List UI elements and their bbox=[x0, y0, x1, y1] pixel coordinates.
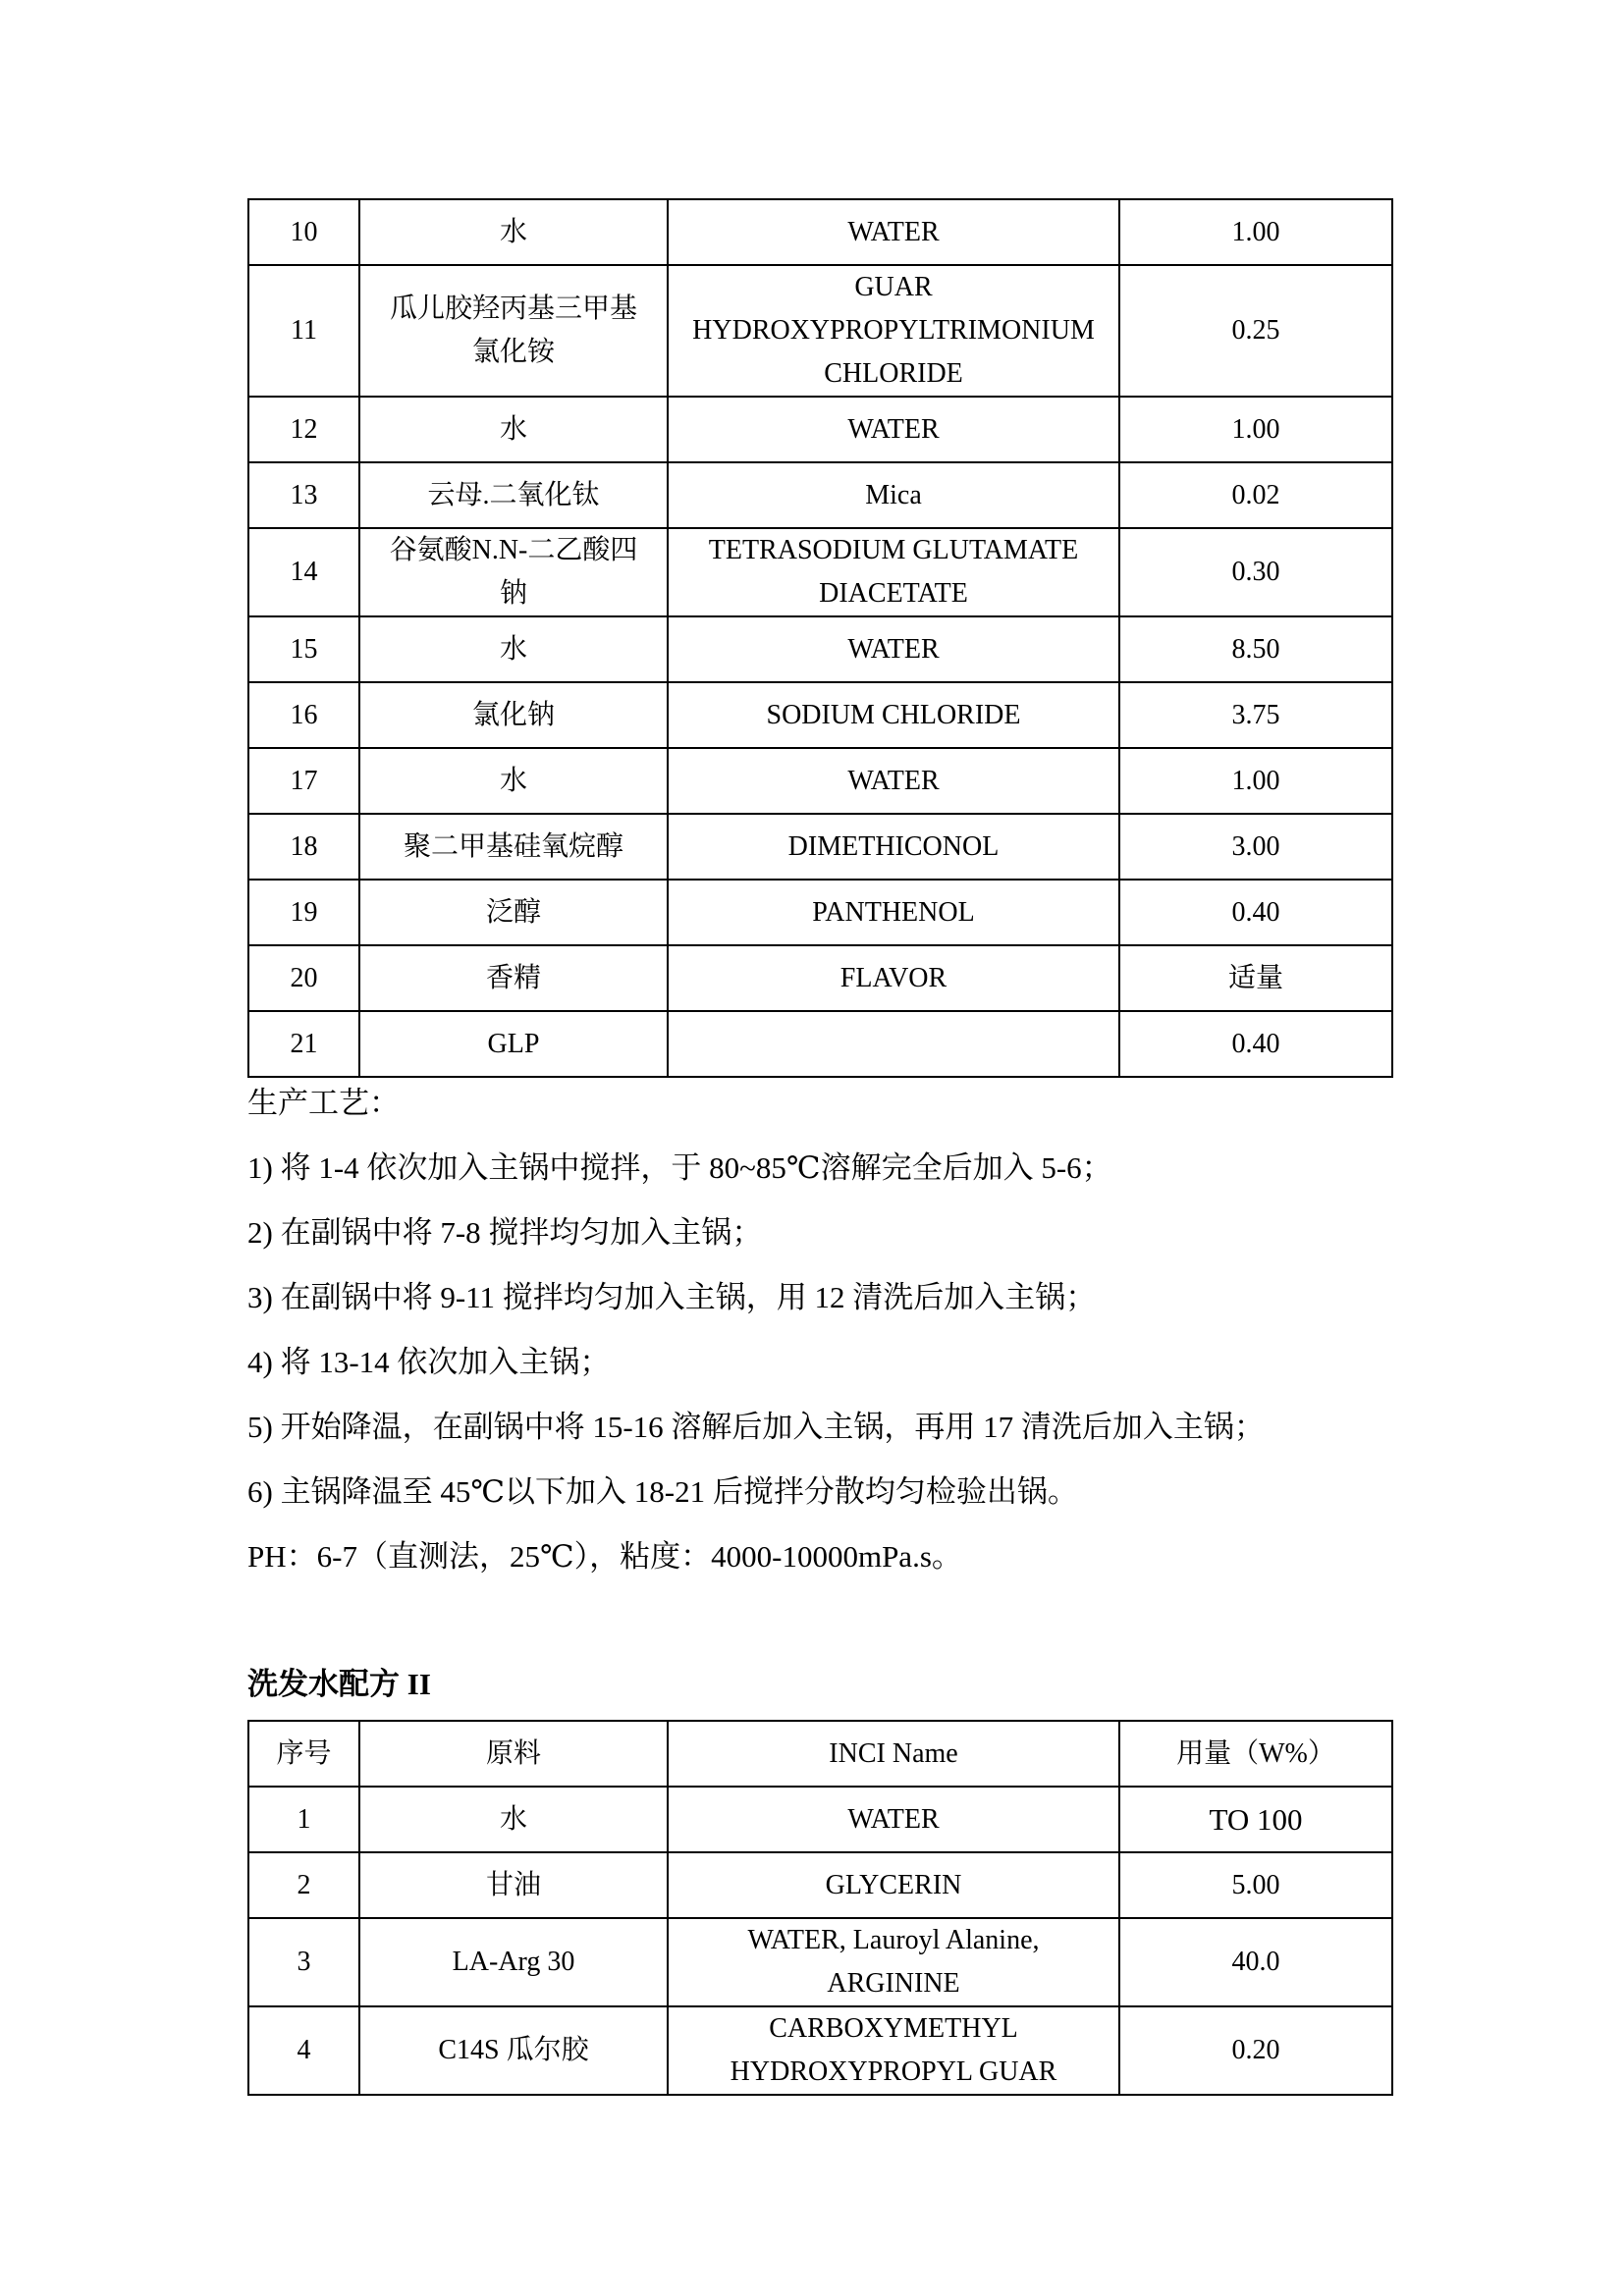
inci-name: WATER, Lauroyl Alanine, ARGININE bbox=[668, 1918, 1119, 2006]
inci-name: WATER bbox=[668, 616, 1119, 682]
ingredient-name: 氯化钠 bbox=[359, 682, 668, 748]
inci-name: Mica bbox=[668, 462, 1119, 528]
ingredient-name: 甘油 bbox=[359, 1852, 668, 1918]
table-row bbox=[248, 616, 1392, 682]
row-number: 16 bbox=[248, 682, 359, 748]
table-row bbox=[248, 748, 1392, 814]
process-step: 4) 将 13-14 依次加入主锅； bbox=[247, 1345, 611, 1379]
row-number: 11 bbox=[248, 265, 359, 397]
table-row bbox=[248, 1011, 1392, 1077]
inci-name: GUAR HYDROXYPROPYLTRIMONIUM CHLORIDE bbox=[668, 265, 1119, 397]
ingredient-name: 聚二甲基硅氧烷醇 bbox=[359, 814, 668, 880]
row-number: 3 bbox=[248, 1918, 359, 2006]
ingredient-name: 瓜儿胶羟丙基三甲基氯化铵 bbox=[359, 265, 668, 397]
row-number: 13 bbox=[248, 462, 359, 528]
inci-name: CARBOXYMETHYL HYDROXYPROPYL GUAR bbox=[668, 2006, 1119, 2095]
inci-name: WATER bbox=[668, 397, 1119, 462]
row-number: 1 bbox=[248, 1787, 359, 1852]
table-row bbox=[248, 880, 1392, 945]
row-number: 19 bbox=[248, 880, 359, 945]
process-step: 6) 主锅降温至 45℃以下加入 18-21 后搅拌分散均匀检验出锅。 bbox=[247, 1474, 1078, 1509]
amount: 0.40 bbox=[1119, 880, 1392, 945]
amount: 1.00 bbox=[1119, 748, 1392, 814]
inci-name bbox=[668, 1011, 1119, 1077]
header-inci: INCI Name bbox=[668, 1721, 1119, 1787]
row-number: 21 bbox=[248, 1011, 359, 1077]
inci-name: WATER bbox=[668, 748, 1119, 814]
ingredient-name: 水 bbox=[359, 616, 668, 682]
amount: 3.75 bbox=[1119, 682, 1392, 748]
row-number: 4 bbox=[248, 2006, 359, 2095]
table-row bbox=[248, 1787, 1392, 1852]
row-number: 12 bbox=[248, 397, 359, 462]
amount: 40.0 bbox=[1119, 1918, 1392, 2006]
ingredient-name: GLP bbox=[359, 1011, 668, 1077]
amount: 0.20 bbox=[1119, 2006, 1392, 2095]
header-number: 序号 bbox=[248, 1721, 359, 1787]
section-title: 洗发水配方 II bbox=[247, 1667, 431, 1701]
formula-table-ii bbox=[247, 1720, 1393, 2096]
formula-table-continued bbox=[247, 198, 1393, 1078]
amount: 0.25 bbox=[1119, 265, 1392, 397]
ingredient-name: 水 bbox=[359, 199, 668, 265]
amount: 0.30 bbox=[1119, 528, 1392, 616]
inci-name: SODIUM CHLORIDE bbox=[668, 682, 1119, 748]
row-number: 18 bbox=[248, 814, 359, 880]
ingredient-name: 香精 bbox=[359, 945, 668, 1011]
row-number: 20 bbox=[248, 945, 359, 1011]
table-row bbox=[248, 1918, 1392, 2006]
process-step: 1) 将 1-4 依次加入主锅中搅拌，于 80~85℃溶解完全后加入 5-6； bbox=[247, 1150, 1112, 1185]
ingredient-name: 水 bbox=[359, 1787, 668, 1852]
ingredient-name: 水 bbox=[359, 397, 668, 462]
table-row bbox=[248, 814, 1392, 880]
ingredient-name: 水 bbox=[359, 748, 668, 814]
amount: 1.00 bbox=[1119, 397, 1392, 462]
ingredient-name: 泛醇 bbox=[359, 880, 668, 945]
table-row bbox=[248, 945, 1392, 1011]
process-step: 5) 开始降温，在副锅中将 15-16 溶解后加入主锅，再用 17 清洗后加入主锅； bbox=[247, 1410, 1265, 1444]
inci-name: TETRASODIUM GLUTAMATE DIACETATE bbox=[668, 528, 1119, 616]
inci-name: WATER bbox=[668, 1787, 1119, 1852]
row-number: 15 bbox=[248, 616, 359, 682]
table-row bbox=[248, 528, 1392, 616]
table-row bbox=[248, 265, 1392, 397]
process-heading: 生产工艺： bbox=[247, 1086, 400, 1120]
table-row bbox=[248, 1852, 1392, 1918]
amount: TO 100 bbox=[1119, 1787, 1392, 1852]
amount: 5.00 bbox=[1119, 1852, 1392, 1918]
inci-name: FLAVOR bbox=[668, 945, 1119, 1011]
amount: 0.40 bbox=[1119, 1011, 1392, 1077]
amount: 适量 bbox=[1119, 945, 1392, 1011]
header-amount: 用量（W%） bbox=[1119, 1721, 1392, 1787]
amount: 1.00 bbox=[1119, 199, 1392, 265]
spec-line: PH：6-7（直测法，25℃），粘度：4000-10000mPa.s。 bbox=[247, 1539, 962, 1574]
row-number: 10 bbox=[248, 199, 359, 265]
ingredient-name: LA-Arg 30 bbox=[359, 1918, 668, 2006]
inci-name: PANTHENOL bbox=[668, 880, 1119, 945]
row-number: 17 bbox=[248, 748, 359, 814]
inci-name: WATER bbox=[668, 199, 1119, 265]
amount: 0.02 bbox=[1119, 462, 1392, 528]
table-row bbox=[248, 2006, 1392, 2095]
table-header-row bbox=[248, 1721, 1392, 1787]
table-row bbox=[248, 397, 1392, 462]
header-ingredient: 原料 bbox=[359, 1721, 668, 1787]
amount: 3.00 bbox=[1119, 814, 1392, 880]
table-row bbox=[248, 462, 1392, 528]
ingredient-name: 谷氨酸N.N-二乙酸四钠 bbox=[359, 528, 668, 616]
table-row bbox=[248, 199, 1392, 265]
row-number: 2 bbox=[248, 1852, 359, 1918]
row-number: 14 bbox=[248, 528, 359, 616]
process-step: 2) 在副锅中将 7-8 搅拌均匀加入主锅； bbox=[247, 1215, 763, 1250]
process-step: 3) 在副锅中将 9-11 搅拌均匀加入主锅，用 12 清洗后加入主锅； bbox=[247, 1280, 1097, 1314]
table-row bbox=[248, 682, 1392, 748]
amount: 8.50 bbox=[1119, 616, 1392, 682]
inci-name: DIMETHICONOL bbox=[668, 814, 1119, 880]
ingredient-name: C14S 瓜尔胶 bbox=[359, 2006, 668, 2095]
ingredient-name: 云母.二氧化钛 bbox=[359, 462, 668, 528]
inci-name: GLYCERIN bbox=[668, 1852, 1119, 1918]
